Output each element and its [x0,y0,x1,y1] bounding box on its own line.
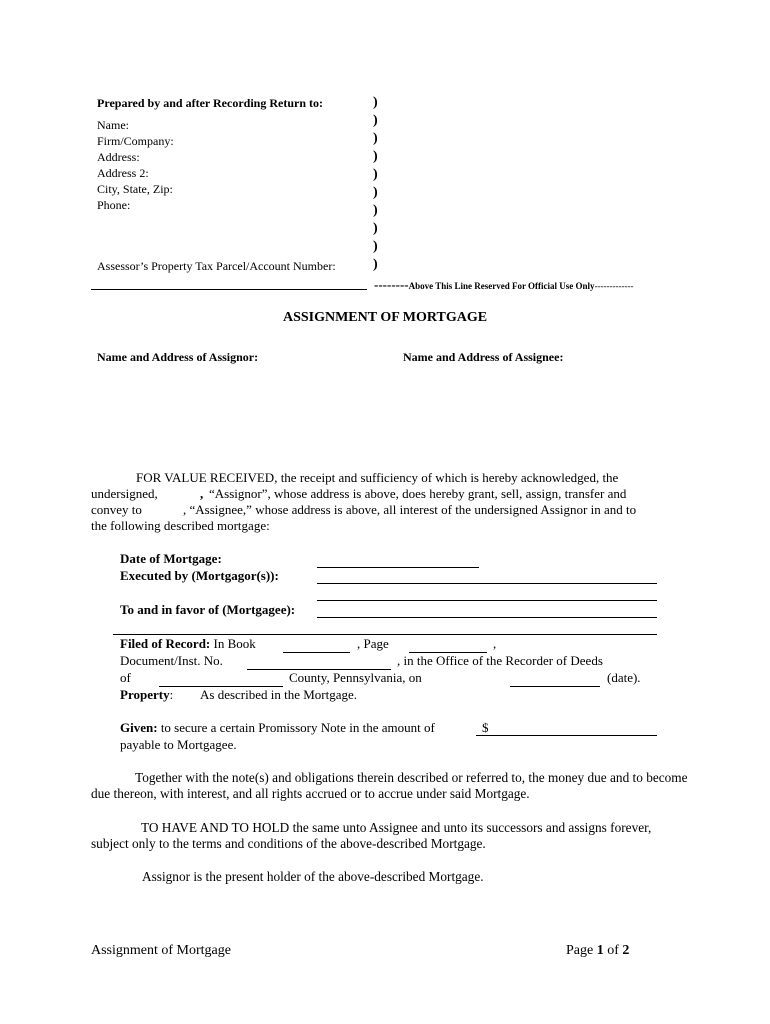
paren: ) [373,221,378,236]
holder-paragraph: Assignor is the present holder of the above-described Mortgage. [142,869,484,884]
page-comma: , [493,636,497,651]
page-prefix: Page [566,943,597,958]
paren: ) [373,185,378,200]
property-label: Property [120,687,170,702]
recital-line-2b: “Assignor”, whose address is above, does hereby grant, sell, assign, transfer and [209,486,627,501]
assignor-label: Name and Address of Assignor: [97,350,259,364]
property-value: As described in the Mortgage. [200,687,358,702]
official-use-text: Above This Line Reserved For Official Use Only [408,281,595,291]
recital-line-2a: undersigned, [91,486,158,501]
given-row [120,720,435,736]
official-use-dashes: -------- [374,277,409,292]
parcel-number-label: Assessor’s Property Tax Parcel/Account Number: [97,259,336,273]
recital-line-4: the following described mortgage: [91,518,270,533]
phone-field-label: Phone: [97,198,131,212]
recital-line-3b: , “Assignee,” whose address is above, all interest of the undersigned Assignor in and to [183,502,637,517]
address-field-label: Address: [97,150,140,164]
mortgagee-line[interactable] [317,617,657,618]
name-field-label: Name: [97,118,129,132]
filed-of-record-label: Filed of Record: [120,636,211,651]
paren: ) [373,149,378,164]
executed-by-line-2[interactable] [317,600,657,601]
parcel-number-line [91,289,367,290]
official-use-notice [374,276,634,294]
prepared-by-label: Prepared by and after Recording Return to: [97,96,323,110]
firm-field-label: Firm/Company: [97,134,174,148]
mortgagee-label: To and in favor of (Mortgagee): [120,602,296,617]
page-label: , Page [357,636,389,651]
note-amount-line[interactable] [476,735,657,736]
paren: ) [373,257,378,272]
footer-title: Assignment of Mortgage [91,943,231,958]
paren: ) [373,113,378,128]
date-suffix: (date). [607,670,641,685]
executed-by-label: Executed by (Mortgagor(s)): [120,568,279,583]
given-label: Given: [120,720,158,735]
assignee-label: Name and Address of Assignee: [403,350,564,364]
date-of-mortgage-line[interactable] [317,567,479,568]
paren: ) [373,167,378,182]
paren: ) [373,203,378,218]
recorder-office-text: , in the Office of the Recorder of Deeds [397,653,603,668]
county-text: County, Pennsylvania, on [289,670,422,685]
given-text: to secure a certain Promissory Note in the amount of [160,720,435,735]
paren: ) [373,239,378,254]
paren: ) [373,131,378,146]
payable-text: payable to Mortgagee. [120,737,237,752]
total-pages: 2 [622,943,630,958]
address2-field-label: Address 2: [97,166,149,180]
book-line[interactable] [283,652,350,653]
have-and-hold-paragraph: TO HAVE AND TO HOLD the same unto Assignee and unto its successors and assigns forever, subject only to the terms and conditions of the above-described Mortgage. [91,820,652,851]
in-book-label: In Book [213,636,256,651]
current-page: 1 [596,943,604,958]
recital-line-1: FOR VALUE RECEIVED, the receipt and sufficiency of which is hereby acknowledged, the [136,470,619,485]
property-row [120,687,173,703]
together-paragraph: Together with the note(s) and obligations therein described or referred to, the money due and to become due thereon, with interest, and all rights accrued or to accrue under said Mortgage. [91,770,688,801]
paren: ) [373,95,378,110]
filed-of-record-row [120,636,256,652]
city-state-zip-field-label: City, State, Zip: [97,182,173,196]
document-title: ASSIGNMENT OF MORTGAGE [282,310,488,325]
of-label: of [120,670,131,685]
recital-line-3a: convey to [91,502,142,517]
dollar-sign: $ [482,720,489,735]
date-of-mortgage-label: Date of Mortgage: [120,551,222,566]
page-number [566,943,629,959]
property-colon: : [169,687,174,702]
recital-line-2-comma: , [200,486,204,501]
mortgagee-line-2[interactable] [113,634,657,635]
page-of: of [603,943,623,958]
official-use-tail: ------------- [594,281,634,291]
document-inst-label: Document/Inst. No. [120,653,223,668]
executed-by-line[interactable] [317,583,657,584]
recorded-date-line[interactable] [510,686,600,687]
